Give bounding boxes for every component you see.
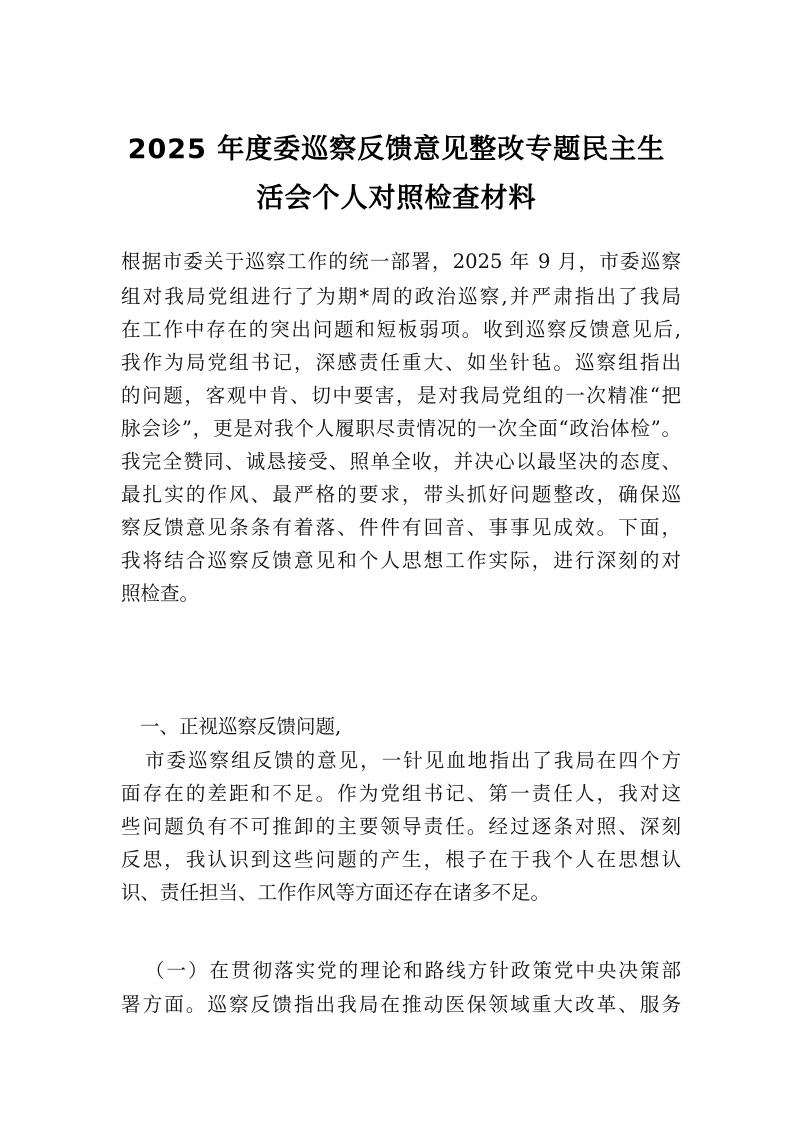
section-1-heading: 一、正视巡察反馈问题, xyxy=(140,715,342,738)
paragraph-2-line: 面存在的差距和不足。作为党组书记、第一责任人，我对这 xyxy=(121,782,681,805)
paragraph-2-line: 识、责任担当、工作作风等方面还存在诸多不足。 xyxy=(121,881,551,904)
paragraph-1-line: 的问题，客观中肯、切中要害，是对我局党组的一次精准“把 xyxy=(121,384,681,407)
paragraph-1-line: 组对我局党组进行了为期*周的政治巡察,并严肃指出了我局 xyxy=(121,285,681,308)
paragraph-1-line: 照检查。 xyxy=(121,582,200,605)
subsection-1-heading: （一）在贯彻落实党的理论和路线方针政策党中央决策部 xyxy=(145,959,681,982)
paragraph-1-line: 我作为局党组书记，深感责任重大、如坐针毡。巡察组指出 xyxy=(121,351,681,374)
paragraph-2-line: 些问题负有不可推卸的主要领导责任。经过逐条对照、深刻 xyxy=(121,815,681,838)
paragraph-2-line: 市委巡察组反馈的意见，一针见血地指出了我局在四个方 xyxy=(145,749,681,772)
paragraph-1-line: 根据市委关于巡察工作的统一部署，2025 年 9 月，市委巡察 xyxy=(121,250,681,273)
paragraph-1-line: 察反馈意见条条有着落、件件有回音、事事见成效。下面， xyxy=(121,516,681,539)
paragraph-2-line: 反思，我认识到这些问题的产生，根子在于我个人在思想认 xyxy=(121,848,681,871)
paragraph-3-line: 署方面。巡察反馈指出我局在推动医保领域重大改革、服务 xyxy=(121,993,681,1016)
paragraph-1-line: 在工作中存在的突出问题和短板弱项。收到巡察反馈意见后, xyxy=(121,318,681,341)
paragraph-1-line: 我将结合巡察反馈意见和个人思想工作实际，进行深刻的对 xyxy=(121,549,681,572)
paragraph-1-line: 我完全赞同、诚恳接受、照单全收，并决心以最坚决的态度、 xyxy=(121,450,681,473)
paragraph-1-line: 最扎实的作风、最严格的要求，带头抓好问题整改，确保巡 xyxy=(121,483,681,506)
document-title-line-1: 2025 年度委巡察反馈意见整改专题民主生 xyxy=(127,134,666,165)
document-title-line-2: 活会个人对照检查材料 xyxy=(256,183,537,214)
paragraph-1-line: 脉会诊”，更是对我个人履职尽责情况的一次全面“政治体检”。 xyxy=(121,417,681,440)
